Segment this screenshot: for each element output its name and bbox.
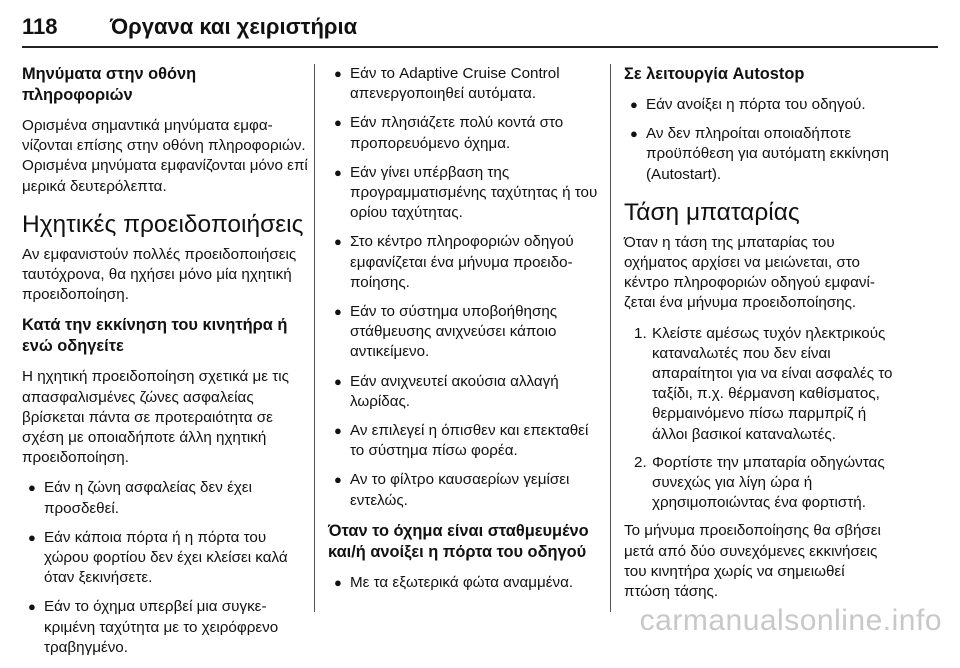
paragraph: Το μήνυμα προειδοποίησης θα σβήσει μετά από δύο συνεχόμενες εκκινήσεις του κινητήρα χωρίς να σημειωθεί πτώση τάσης. xyxy=(624,522,881,601)
list-item: ● Αν το φίλτρο καυσαερίων γεμίσει εντελώς. xyxy=(328,470,600,510)
section-heading: Ηχητικές προειδοποιήσεις xyxy=(22,210,304,238)
list-item: ● Στο κέντρο πληροφοριών οδηγού εμφανίζεται ένα μήνυμα προειδοποίησης. xyxy=(328,232,600,293)
column-divider xyxy=(314,64,315,612)
subsection-heading: Κατά την εκκίνηση του κινητήρα ή ενώ οδηγείτε xyxy=(22,316,288,356)
bullet-list xyxy=(328,573,600,593)
bullet-list xyxy=(22,478,310,658)
list-item: ● Εάν ανοίξει η πόρτα του οδηγού. xyxy=(624,95,894,115)
step-number: 1. xyxy=(634,324,647,342)
list-item: ● Εάν το Adaptive Cruise Control απενεργοποιηθεί αυτόματα. xyxy=(328,64,600,104)
list-item: ● Εάν η ζώνη ασφαλείας δεν έχει προσδεθεί. xyxy=(22,478,310,518)
column-middle xyxy=(328,64,600,603)
list-item: ● Εάν το όχημα υπερβεί μια συγκεκριμένη ταχύτητα με το χειρόφρενο τραβηγμένο. xyxy=(22,597,310,658)
list-item xyxy=(624,324,894,445)
numbered-list xyxy=(624,324,894,514)
paragraph: Αν εμφανιστούν πολλές προειδοποιήσεις ταυτόχρονα, θα ηχήσει μόνο μία ηχητική προειδοποίηση. xyxy=(22,245,297,304)
bullet-list xyxy=(624,95,894,185)
list-item: ● Εάν γίνει υπέρβαση της προγραμματισμένης ταχύτητας ή του ορίου ταχύτητας. xyxy=(328,163,600,224)
list-item: ● Εάν κάποια πόρτα ή η πόρτα του χώρου φορτίου δεν έχει κλείσει καλά όταν ξεκινήσετε. xyxy=(22,528,310,589)
paragraph: Η ηχητική προειδοποίηση σχετικά με τις απασφαλισμένες ζώνες ασφαλείας βρίσκεται πάντα σε προτεραιότητα σε σχέση με οποιαδήποτε άλλη ηχητική προειδοποίηση. xyxy=(22,368,289,467)
step-text: Κλείστε αμέσως τυχόν ηλεκτρικούς καταναλωτές που δεν είναι απαραίτητοι για να είναι ασφαλές το ταξίδι, π.χ. θέρμανση καθίσματος, θερμαινόμενο πίσω παρμπρίζ ή άλλοι βασικοί καταναλωτές. xyxy=(652,324,893,443)
paragraph: Ορισμένα σημαντικά μηνύματα εμφανίζονται επίσης στην οθόνη πληροφοριών. Ορισμένα μηνύματα εμφανίζονται μόνο επί μερικά δευτερόλεπτα. xyxy=(22,117,308,195)
list-item: ● Με τα εξωτερικά φώτα αναμμένα. xyxy=(328,573,600,593)
list-item xyxy=(624,453,894,514)
column-right xyxy=(624,64,894,612)
section-heading: Τάση μπαταρίας xyxy=(624,198,800,226)
list-item: ● Εάν ανιχνευτεί ακούσια αλλαγή λωρίδας. xyxy=(328,372,600,412)
column-left xyxy=(22,64,310,668)
page-title: Όργανα και χειριστήρια xyxy=(110,14,358,39)
list-item: ● Εάν πλησιάζετε πολύ κοντά στο προπορευόμενο όχημα. xyxy=(328,113,600,153)
section-heading: Μηνύματα στην οθόνη πληροφοριών xyxy=(22,65,197,104)
watermark: carmanualsonline.info xyxy=(639,604,942,637)
subsection-heading: Όταν το όχημα είναι σταθμευμένο και/ή ανοίξει η πόρτα του οδηγού xyxy=(328,521,589,561)
column-divider xyxy=(610,64,611,612)
step-number: 2. xyxy=(634,453,647,471)
paragraph: Όταν η τάση της μπαταρίας του οχήματος αρχίσει να μειώνεται, στο κέντρο πληροφοριών οδηγού εμφανίζεται ένα μήνυμα προειδοποίησης. xyxy=(624,233,875,312)
bullet-list xyxy=(328,64,600,511)
page-header xyxy=(22,10,938,48)
list-item: ● Αν δεν πληροίται οποιαδήποτε προϋπόθεση για αυτόματη εκκίνηση (Autostart). xyxy=(624,124,894,185)
list-item: ● Αν επιλεγεί η όπισθεν και επεκταθεί το σύστημα πίσω φορέα. xyxy=(328,421,600,461)
list-item: ● Εάν το σύστημα υποβοήθησης στάθμευσης ανιχνεύσει κάποιο αντικείμενο. xyxy=(328,302,600,363)
step-text: Φορτίστε την μπαταρία οδηγώντας συνεχώς για λίγη ώρα ή χρησιμοποιώντας ένα φορτιστή. xyxy=(652,453,885,512)
page-number: 118 xyxy=(22,14,58,39)
subsection-heading: Σε λειτουργία Autostop xyxy=(624,65,805,83)
